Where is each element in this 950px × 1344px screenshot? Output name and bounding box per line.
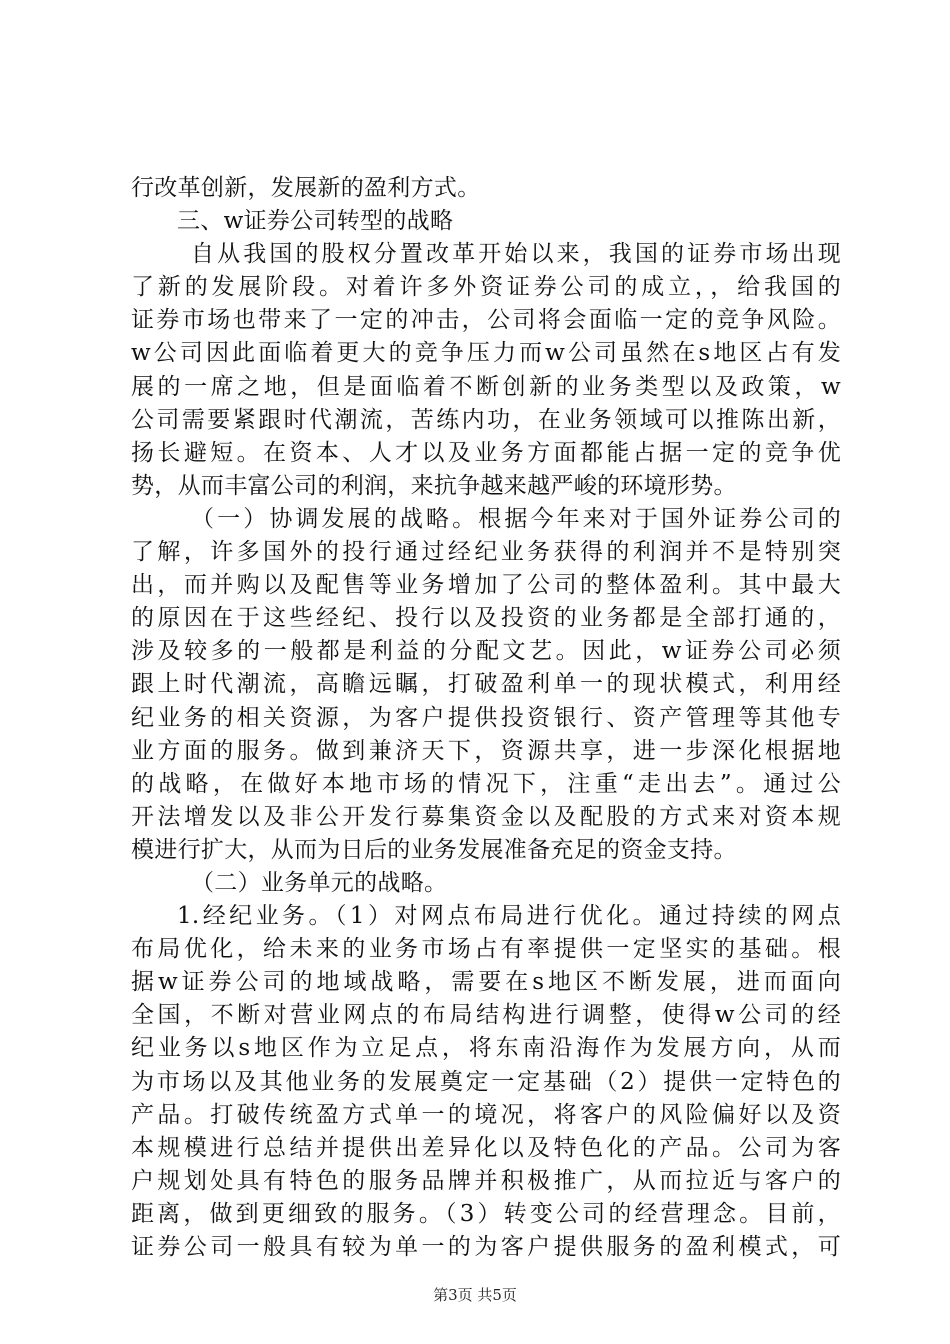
section-heading: 三、w证券公司转型的战略 bbox=[177, 208, 454, 235]
text-line: 全国，不断对营业网点的布局结构进行调整，使得w公司的经 bbox=[131, 1002, 841, 1029]
text-line: w公司因此面临着更大的竞争压力而w公司虽然在s地区占有发 bbox=[131, 340, 841, 367]
text-line: 扬长避短。在资本、人才以及业务方面都能占据一定的竞争优 bbox=[131, 439, 841, 466]
page-footer bbox=[0, 1284, 950, 1305]
text-line: 户规划处具有特色的服务品牌并积极推广，从而拉近与客户的 bbox=[131, 1167, 841, 1194]
text-line: 公司需要紧跟时代潮流，苦练内功，在业务领域可以推陈出新， bbox=[131, 406, 841, 433]
text-line: 跟上时代潮流，高瞻远瞩，打破盈利单一的现状模式，利用经 bbox=[131, 671, 841, 698]
text-line: 距离，做到更细致的服务。（3）转变公司的经营理念。目前， bbox=[131, 1200, 841, 1227]
text-line: 布局优化，给未来的业务市场占有率提供一定坚实的基础。根 bbox=[131, 936, 841, 963]
text-line: 的战略，在做好本地市场的情况下，注重“走出去”。通过公 bbox=[131, 770, 841, 797]
text-line: 自从我国的股权分置改革开始以来，我国的证券市场出现 bbox=[191, 241, 841, 268]
text-line: 开法增发以及非公开发行募集资金以及配股的方式来对资本规 bbox=[131, 803, 841, 830]
text-line: 据w证券公司的地域战略，需要在s地区不断发展，进而面向 bbox=[131, 969, 841, 996]
text-line: 纪业务的相关资源，为客户提供投资银行、资产管理等其他专 bbox=[131, 704, 841, 731]
text-line: 行改革创新，发展新的盈利方式。 bbox=[131, 175, 481, 201]
text-line: 1.经纪业务。（1）对网点布局进行优化。通过持续的网点 bbox=[177, 903, 841, 930]
document-body bbox=[131, 172, 841, 1264]
text-line: （一）协调发展的战略。根据今年来对于国外证券公司的 bbox=[191, 505, 841, 532]
text-line: 纪业务以s地区作为立足点，将东南沿海作为发展方向，从而 bbox=[131, 1035, 841, 1062]
subsection-heading: （二）业务单元的战略。 bbox=[191, 869, 448, 896]
text-line: 出，而并购以及配售等业务增加了公司的整体盈利。其中最大 bbox=[131, 572, 841, 599]
page-number-label: 第3页 共5页 bbox=[433, 1286, 517, 1304]
text-line: 的原因在于这些经纪、投行以及投资的业务都是全部打通的， bbox=[131, 605, 841, 632]
text-line: 产品。打破传统盈方式单一的境况，将客户的风险偏好以及资 bbox=[131, 1101, 841, 1128]
text-line: 为市场以及其他业务的发展奠定一定基础（2）提供一定特色的 bbox=[131, 1068, 841, 1095]
text-line: 证券市场也带来了一定的冲击，公司将会面临一定的竞争风险。 bbox=[131, 307, 841, 334]
text-line: 模进行扩大，从而为日后的业务发展准备充足的资金支持。 bbox=[131, 836, 737, 863]
text-line: 了解，许多国外的投行通过经纪业务获得的利润并不是特别突 bbox=[131, 539, 841, 566]
text-line: 势，从而丰富公司的利润，来抗争越来越严峻的环境形势。 bbox=[131, 472, 737, 499]
text-line: 本规模进行总结并提供出差异化以及特色化的产品。公司为客 bbox=[131, 1134, 841, 1161]
text-line: 了新的发展阶段。对着许多外资证券公司的成立，，给我国的 bbox=[131, 274, 841, 301]
text-line: 业方面的服务。做到兼济天下，资源共享，进一步深化根据地 bbox=[131, 737, 841, 764]
text-line: 涉及较多的一般都是利益的分配文艺。因此，w证券公司必须 bbox=[131, 638, 841, 665]
text-line: 证券公司一般具有较为单一的为客户提供服务的盈利模式，可 bbox=[131, 1234, 841, 1260]
text-line: 展的一席之地，但是面临着不断创新的业务类型以及政策，w bbox=[131, 373, 841, 400]
